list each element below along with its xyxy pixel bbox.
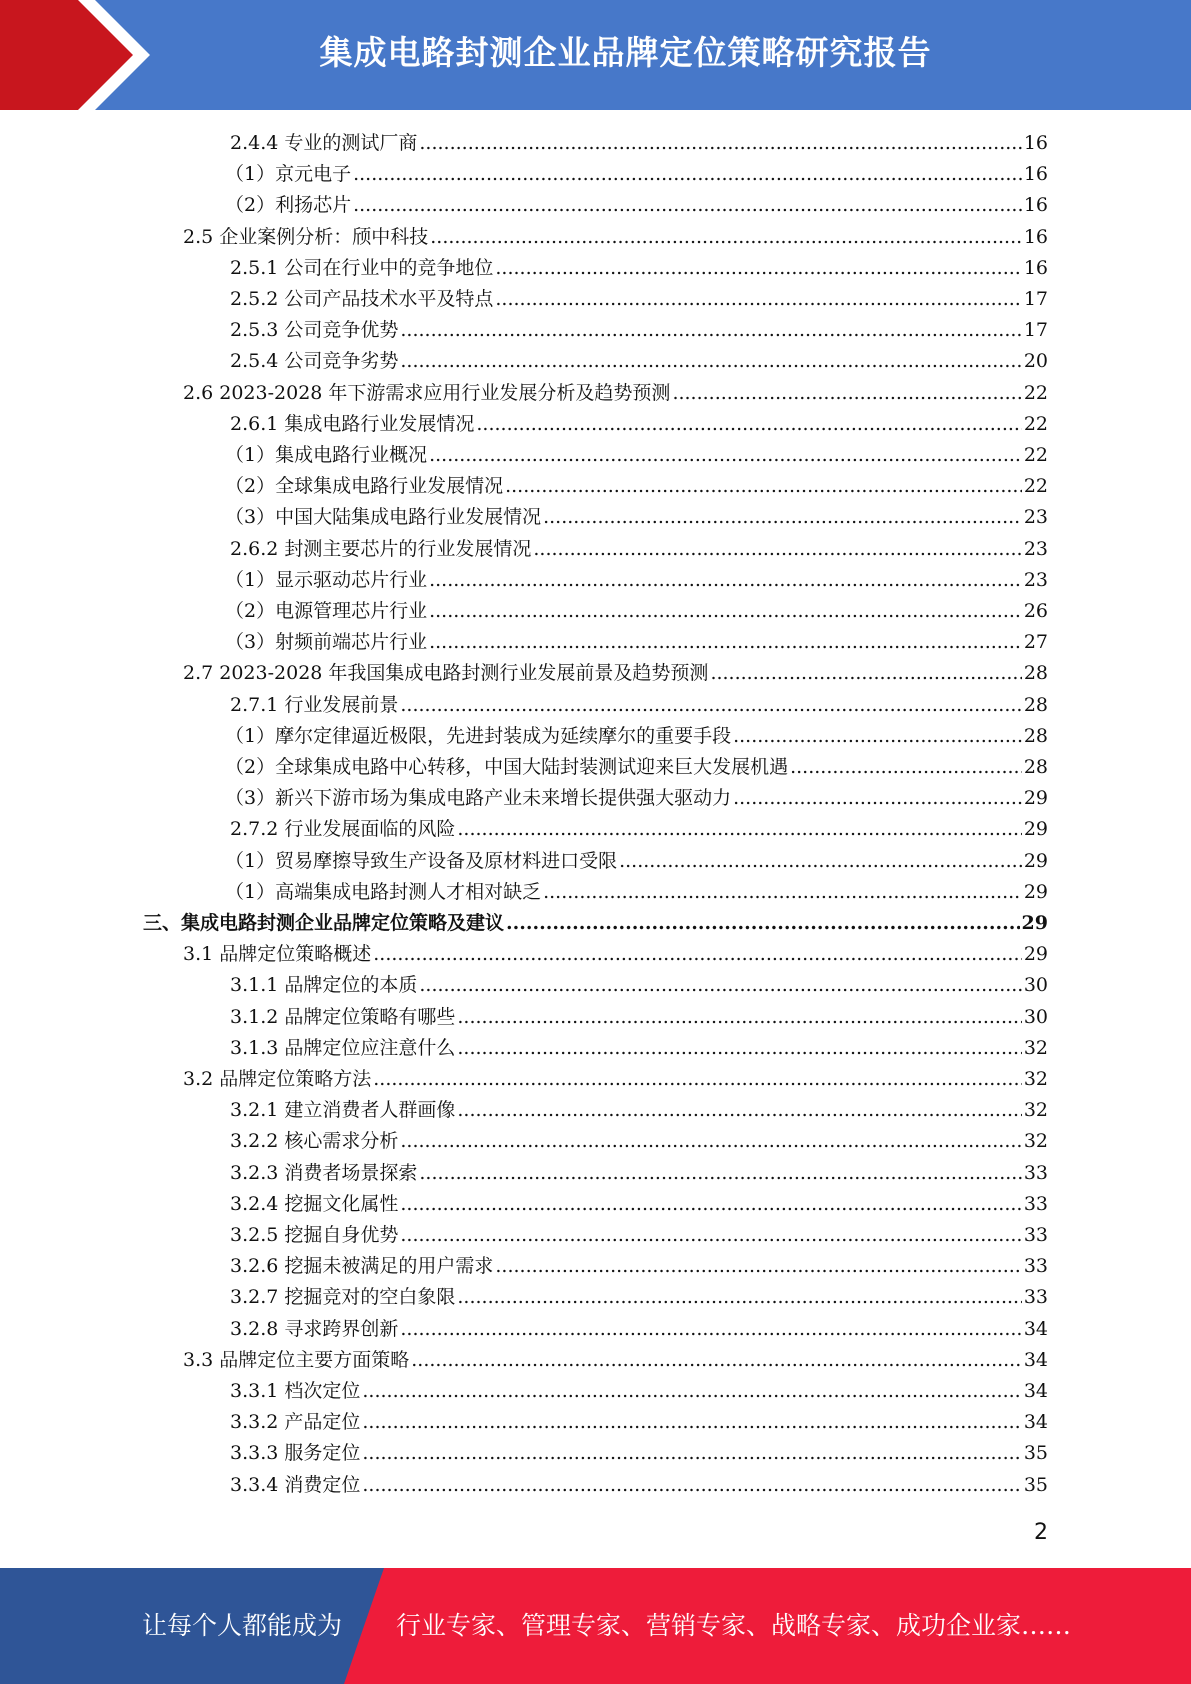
toc-entry-title: （1）贸易摩擦导致生产设备及原材料进口受限 (225, 849, 618, 872)
toc-entry[interactable] (225, 721, 1048, 752)
toc-entry-page: 32 (1023, 1130, 1048, 1153)
toc-entry[interactable] (230, 128, 1048, 159)
toc-entry-title: 2.5.2 公司产品技术水平及特点 (230, 288, 494, 310)
toc-entry-title: 3.2.5 挖掘自身优势 (230, 1224, 399, 1246)
toc-entry-title: （2）利扬芯片 (225, 194, 352, 217)
toc-entry-page: 29 (1023, 849, 1048, 872)
toc-entry-page: 29 (1021, 912, 1048, 934)
toc-entry-title: 3.1.3 品牌定位应注意什么 (230, 1036, 456, 1059)
toc-entry[interactable] (225, 440, 1048, 471)
toc-leader-dots (457, 814, 1021, 845)
toc-entry[interactable] (230, 534, 1048, 565)
toc-entry[interactable] (230, 1095, 1048, 1126)
toc-entry[interactable] (225, 471, 1048, 502)
toc-entry-page: 29 (1023, 943, 1048, 966)
toc-entry-page: 34 (1023, 1411, 1048, 1434)
toc-leader-dots (419, 128, 1021, 159)
toc-entry[interactable] (230, 1002, 1048, 1033)
toc-entry[interactable] (225, 190, 1048, 221)
toc-entry[interactable] (230, 315, 1048, 346)
toc-entry[interactable] (225, 159, 1048, 190)
toc-leader-dots (400, 346, 1021, 377)
toc-leader-dots (457, 1282, 1021, 1313)
toc-entry[interactable] (230, 970, 1048, 1001)
toc-leader-dots (400, 315, 1021, 346)
toc-entry-title: 3.2.3 消费者场景探索 (230, 1161, 418, 1184)
toc-entry[interactable] (230, 284, 1048, 315)
toc-entry[interactable] (230, 409, 1048, 440)
toc-leader-dots (495, 284, 1021, 315)
toc-entry[interactable] (230, 1158, 1048, 1189)
toc-entry-title: 3.2.1 建立消费者人群画像 (230, 1099, 456, 1122)
toc-entry-page: 22 (1023, 444, 1048, 466)
toc-entry-page: 17 (1023, 288, 1048, 310)
toc-entry-title: 三、集成电路封测企业品牌定位策略及建议 (143, 912, 505, 934)
toc-entry[interactable] (225, 877, 1048, 908)
toc-leader-dots (362, 1407, 1021, 1438)
toc-leader-dots (419, 970, 1021, 1001)
toc-leader-dots (710, 658, 1021, 689)
toc-entry-page: 16 (1023, 132, 1048, 154)
toc-entry-page: 20 (1023, 350, 1048, 373)
toc-entry[interactable] (225, 565, 1048, 596)
toc-entry-page: 17 (1023, 319, 1048, 342)
toc-entry-page: 28 (1023, 662, 1048, 685)
toc-leader-dots (353, 190, 1022, 221)
toc-entry-page: 33 (1023, 1286, 1048, 1309)
toc-entry-page: 16 (1023, 256, 1048, 279)
toc-entry[interactable] (225, 502, 1048, 533)
toc-entry[interactable] (230, 1251, 1048, 1282)
toc-entry-page: 22 (1023, 412, 1048, 435)
toc-entry[interactable] (225, 752, 1048, 783)
toc-entry-page: 28 (1023, 756, 1048, 778)
toc-entry[interactable] (230, 1033, 1048, 1064)
toc-leader-dots (362, 1470, 1021, 1501)
toc-entry-page: 23 (1023, 537, 1048, 560)
toc-entry-title: （1）京元电子 (225, 163, 352, 186)
toc-entry[interactable] (230, 690, 1048, 721)
toc-entry-page: 32 (1023, 1099, 1048, 1122)
toc-entry-page: 34 (1023, 1380, 1048, 1402)
toc-leader-dots (429, 596, 1022, 627)
toc-entry-title: 3.2.2 核心需求分析 (230, 1130, 399, 1153)
toc-leader-dots (429, 565, 1022, 596)
toc-entry-page: 34 (1023, 1317, 1048, 1340)
toc-entry[interactable] (230, 1470, 1048, 1501)
toc-leader-dots (419, 1158, 1021, 1189)
toc-entry[interactable] (230, 253, 1048, 284)
toc-entry-title: 3.1.2 品牌定位策略有哪些 (230, 1005, 456, 1028)
toc-entry-title: （1）集成电路行业概况 (225, 444, 428, 466)
toc-leader-dots (429, 627, 1022, 658)
footer-slogan: 让每个人都能成为 (142, 1611, 343, 1640)
toc-entry-title: （3）射频前端芯片行业 (225, 631, 428, 654)
toc-entry-title: 3.2.4 挖掘文化属性 (230, 1192, 399, 1215)
toc-entry-page: 27 (1023, 631, 1048, 654)
toc-leader-dots (400, 690, 1021, 721)
toc-entry[interactable] (230, 1376, 1048, 1407)
page-number: 2 (1034, 1520, 1048, 1545)
toc-entry[interactable] (230, 1282, 1048, 1313)
toc-entry[interactable] (230, 814, 1048, 845)
toc-entry-page: 33 (1023, 1192, 1048, 1215)
toc-entry[interactable] (183, 1345, 1048, 1376)
toc-entry[interactable] (230, 1126, 1048, 1157)
toc-entry[interactable] (225, 596, 1048, 627)
toc-entry[interactable] (230, 1438, 1048, 1469)
toc-entry[interactable] (230, 1220, 1048, 1251)
toc-entry-title: （2）全球集成电路行业发展情况 (225, 475, 504, 498)
toc-entry-page: 35 (1023, 1473, 1048, 1496)
toc-entry-page: 29 (1023, 880, 1048, 903)
toc-entry[interactable] (225, 846, 1048, 877)
toc-entry-page: 32 (1023, 1068, 1048, 1090)
toc-entry-title: 2.5.1 公司在行业中的竞争地位 (230, 256, 494, 279)
toc-entry-page: 30 (1023, 1005, 1048, 1028)
toc-entry-title: （1）高端集成电路封测人才相对缺乏 (225, 880, 542, 903)
toc-entry-title: 2.5 企业案例分析：颀中科技 (183, 225, 429, 248)
toc-entry-page: 34 (1023, 1348, 1048, 1371)
toc-leader-dots (733, 721, 1022, 752)
toc-entry-page: 23 (1023, 506, 1048, 529)
toc-entry-title: 2.4.4 专业的测试厂商 (230, 132, 418, 154)
page-footer (0, 1568, 1191, 1684)
toc-entry-title: 3.1 品牌定位策略概述 (183, 943, 372, 966)
toc-entry-page: 16 (1023, 163, 1048, 186)
toc-entry-title: 3.2 品牌定位策略方法 (183, 1068, 372, 1090)
toc-entry-page: 28 (1023, 693, 1048, 716)
toc-leader-dots (533, 534, 1021, 565)
toc-leader-dots (457, 1095, 1021, 1126)
toc-entry[interactable] (230, 346, 1048, 377)
toc-entry-title: 2.6 2023-2028 年下游需求应用行业发展分析及趋势预测 (183, 381, 671, 404)
toc-entry-title: （3）新兴下游市场为集成电路产业未来增长提供强大驱动力 (225, 787, 732, 810)
toc-entry-page: 30 (1023, 974, 1048, 997)
page-header (0, 0, 1191, 110)
toc-entry-title: 3.2.8 寻求跨界创新 (230, 1317, 399, 1340)
toc-entry[interactable] (230, 1189, 1048, 1220)
toc-leader-dots (543, 877, 1022, 908)
toc-entry-title: 3.3 品牌定位主要方面策略 (183, 1348, 410, 1371)
toc-entry-title: 2.5.3 公司竞争优势 (230, 319, 399, 342)
toc-leader-dots (476, 409, 1021, 440)
toc-leader-dots (353, 159, 1022, 190)
toc-leader-dots (411, 1345, 1022, 1376)
footer-roles: 行业专家、管理专家、营销专家、战略专家、成功企业家…… (396, 1611, 1072, 1640)
toc-leader-dots (429, 440, 1022, 471)
toc-entry-title: （1）显示驱动芯片行业 (225, 568, 428, 591)
toc-leader-dots (362, 1376, 1021, 1407)
toc-entry-page: 33 (1023, 1255, 1048, 1278)
toc-leader-dots (505, 471, 1022, 502)
toc-entry-title: 3.1.1 品牌定位的本质 (230, 974, 418, 997)
toc-entry[interactable] (183, 378, 1048, 409)
toc-entry-title: 3.2.7 挖掘竞对的空白象限 (230, 1286, 456, 1309)
toc-entry[interactable] (230, 1407, 1048, 1438)
toc-leader-dots (400, 1220, 1021, 1251)
toc-leader-dots (495, 253, 1021, 284)
toc-entry-page: 23 (1023, 568, 1048, 591)
toc-leader-dots (373, 1064, 1022, 1095)
toc-leader-dots (362, 1438, 1021, 1469)
toc-entry-page: 28 (1023, 724, 1048, 747)
toc-entry[interactable] (183, 1064, 1048, 1095)
toc-entry-page: 22 (1023, 381, 1048, 404)
toc-leader-dots (790, 752, 1022, 783)
toc-leader-dots (543, 502, 1022, 533)
toc-leader-dots (373, 939, 1022, 970)
toc-entry[interactable] (143, 908, 1048, 939)
toc-leader-dots (430, 222, 1022, 253)
toc-entry[interactable] (183, 939, 1048, 970)
toc-leader-dots (400, 1189, 1021, 1220)
toc-entry-title: 2.7.1 行业发展前景 (230, 693, 399, 716)
toc-entry-title: （3）中国大陆集成电路行业发展情况 (225, 506, 542, 529)
toc-entry-page: 16 (1023, 225, 1048, 248)
toc-entry-page: 35 (1023, 1442, 1048, 1465)
toc-leader-dots (506, 908, 1020, 939)
toc-entry-title: 2.6.1 集成电路行业发展情况 (230, 412, 475, 435)
toc-entry-title: 2.7 2023-2028 年我国集成电路封测行业发展前景及趋势预测 (183, 662, 709, 685)
toc-leader-dots (672, 378, 1021, 409)
toc-entry-page: 16 (1023, 194, 1048, 217)
toc-entry-page: 32 (1023, 1036, 1048, 1059)
toc-entry[interactable] (183, 222, 1048, 253)
toc-leader-dots (619, 846, 1022, 877)
toc-entry-title: 2.7.2 行业发展面临的风险 (230, 818, 456, 841)
toc-entry-title: 3.3.2 产品定位 (230, 1411, 361, 1434)
toc-entry-page: 33 (1023, 1224, 1048, 1246)
toc-entry-title: 2.6.2 封测主要芯片的行业发展情况 (230, 537, 532, 560)
toc-entry-title: 3.3.1 档次定位 (230, 1380, 361, 1402)
document-title: 集成电路封测企业品牌定位策略研究报告 (319, 33, 932, 72)
toc-entry-title: （2）全球集成电路中心转移，中国大陆封装测试迎来巨大发展机遇 (225, 756, 789, 778)
toc-entry-page: 22 (1023, 475, 1048, 498)
toc-entry-title: 2.5.4 公司竞争劣势 (230, 350, 399, 373)
toc-entry[interactable] (230, 1314, 1048, 1345)
toc-entry-title: 3.3.4 消费定位 (230, 1473, 361, 1496)
toc-entry-title: （1）摩尔定律逼近极限，先进封装成为延续摩尔的重要手段 (225, 724, 732, 747)
toc-leader-dots (495, 1251, 1021, 1282)
toc-leader-dots (400, 1314, 1021, 1345)
toc-entry-title: 3.2.6 挖掘未被满足的用户需求 (230, 1255, 494, 1278)
toc-entry-page: 29 (1023, 787, 1048, 810)
toc-leader-dots (733, 783, 1022, 814)
toc-entry-page: 33 (1023, 1161, 1048, 1184)
toc-entry-page: 29 (1023, 818, 1048, 841)
toc-entry-page: 26 (1023, 600, 1048, 622)
toc-entry-title: （2）电源管理芯片行业 (225, 600, 428, 622)
toc-leader-dots (457, 1033, 1021, 1064)
toc-entry[interactable] (183, 658, 1048, 689)
toc-entry-title: 3.3.3 服务定位 (230, 1442, 361, 1465)
toc-leader-dots (457, 1002, 1021, 1033)
toc-entry[interactable] (225, 627, 1048, 658)
toc-entry[interactable] (225, 783, 1048, 814)
toc-leader-dots (400, 1126, 1021, 1157)
